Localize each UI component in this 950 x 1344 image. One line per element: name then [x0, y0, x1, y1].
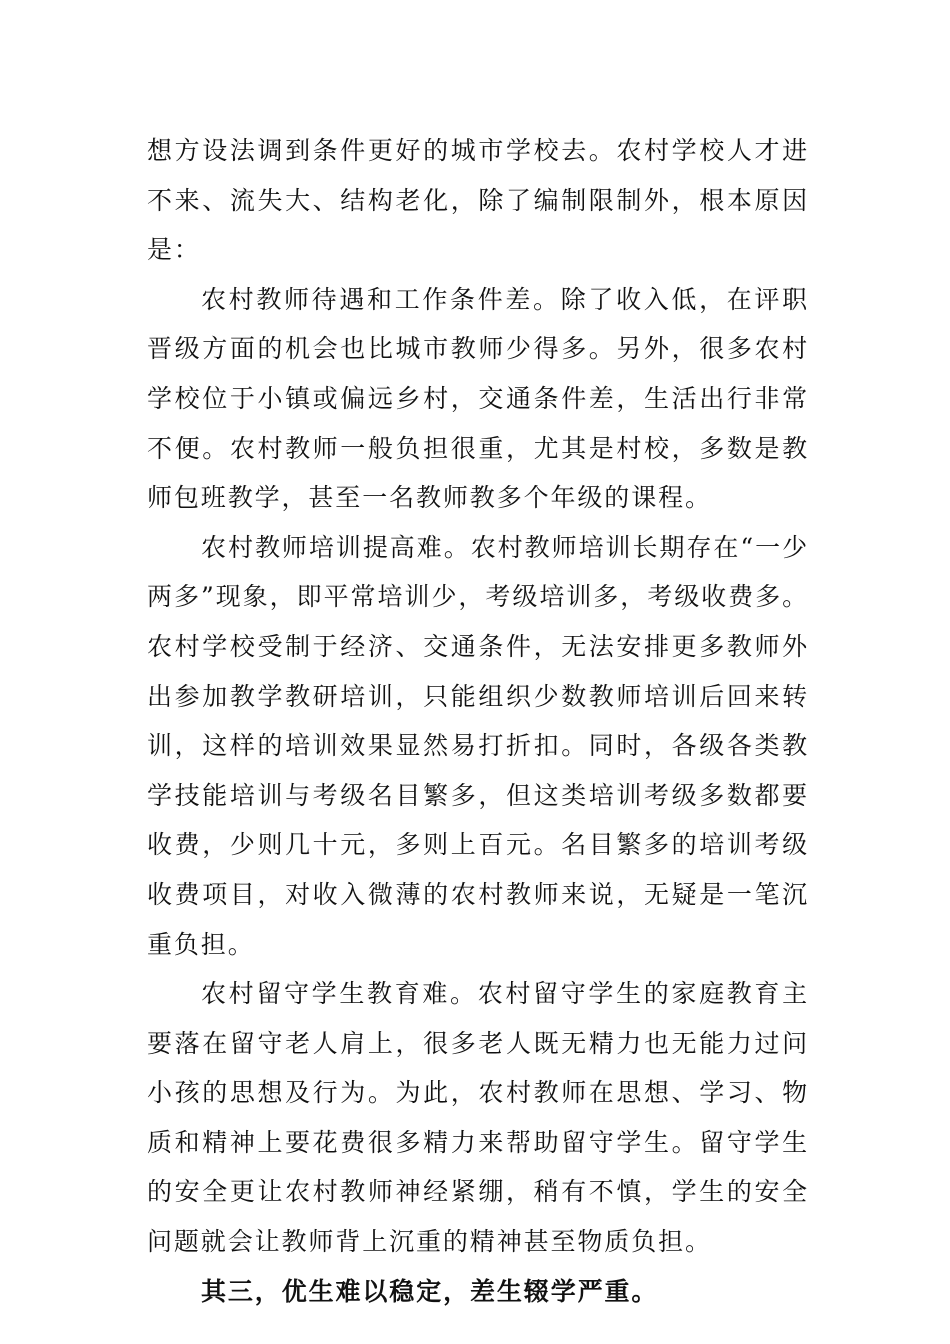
paragraph-left-behind-students: 农村留守学生教育难。农村留守学生的家庭教育主要落在留守老人肩上，很多老人既无精力也无能力过问小孩的思想及行为。为此，农村教师在思想、学习、物质和精神上要花费很多精力来帮助留守学生。留守学生的安全更让农村教师神经紧绷，稍有不慎，学生的安全问题就会让教师背上沉重的精神甚至物质负担。 — [147, 979, 809, 1257]
paragraph-continuation: 想方设法调到条件更好的城市学校去。农村学校人才进不来、流失大、结构老化，除了编制限制外，根本原因是： — [147, 136, 809, 265]
paragraph-teacher-conditions: 农村教师待遇和工作条件差。除了收入低，在评职晋级方面的机会也比城市教师少得多。另外，很多农村学校位于小镇或偏远乡村，交通条件差，生活出行非常不便。农村教师一般负担很重，尤其是村校，多数是教师包班教学，甚至一名教师教多个年级的课程。 — [147, 284, 809, 513]
section-heading: 其三，优生难以稳定，差生辍学严重。 — [201, 1276, 659, 1306]
document-body — [147, 126, 809, 1316]
paragraph-teacher-training: 农村教师培训提高难。农村教师培训长期存在“一少两多”现象，即平常培训少，考级培训多，考级收费多。农村学校受制于经济、交通条件，无法安排更多教师外出参加教学教研培训，只能组织少数教师培训后回来转训，这样的培训效果显然易打折扣。同时，各级各类教学技能培训与考级名目繁多，但这类培训考级多数都要收费，少则几十元，多则上百元。名目繁多的培训考级收费项目，对收入微薄的农村教师来说，无疑是一笔沉重负担。 — [147, 532, 809, 959]
